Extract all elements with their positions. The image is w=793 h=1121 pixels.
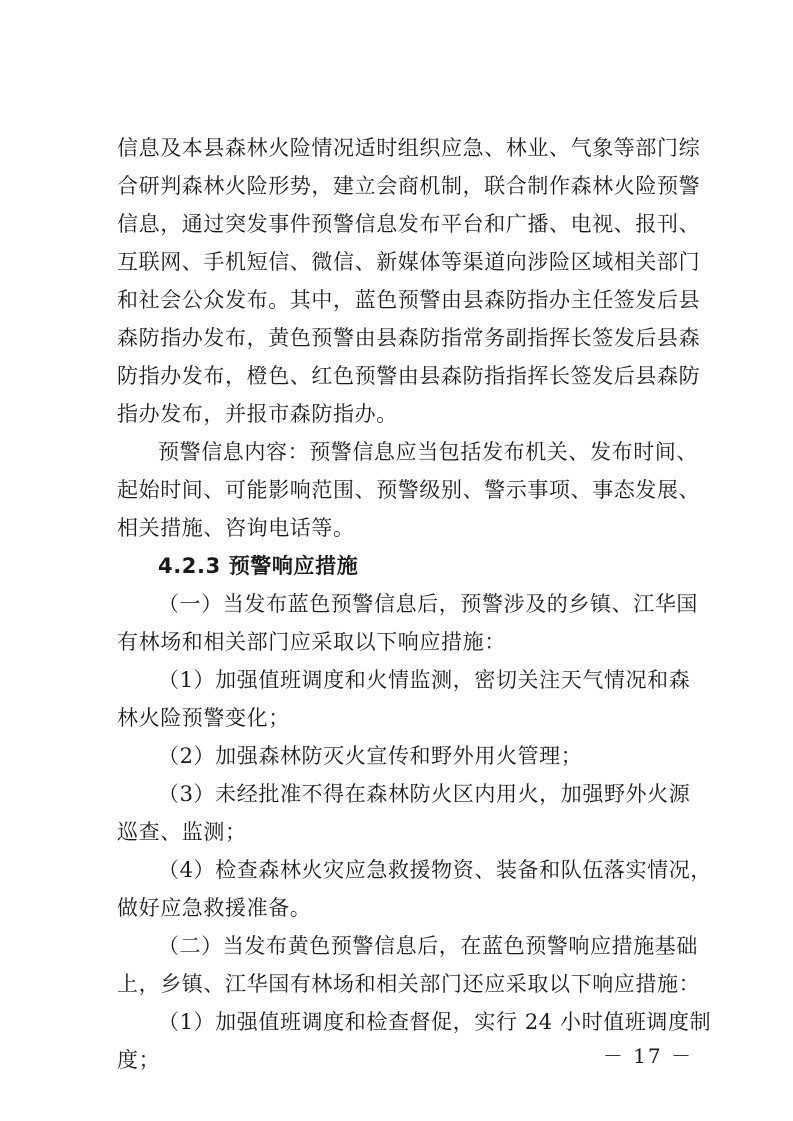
- body-text-line: 防指办发布，橙色、红色预警由县森防指指挥长签发后县森防: [117, 364, 701, 388]
- body-text-line: 信息，通过突发事件预警信息发布平台和广播、电视、报刊、: [117, 212, 701, 236]
- body-text-line: 预警信息内容：预警信息应当包括发布机关、发布时间、: [158, 440, 698, 464]
- body-text-line: 森防指办发布，黄色预警由县森防指常务副指挥长签发后县森: [117, 326, 701, 350]
- body-text-line: 合研判森林火险形势，建立会商机制，联合制作森林火险预警: [117, 174, 701, 198]
- page-number: － 17 －: [602, 1044, 693, 1068]
- body-text-line: 相关措施、咨询电话等。: [117, 516, 355, 540]
- body-text-line: 指办发布，并报市森防指办。: [117, 402, 398, 426]
- body-text-line: 林火险预警变化；: [117, 706, 290, 730]
- body-text-line: （一）当发布蓝色预警信息后，预警涉及的乡镇、江华国: [158, 592, 698, 616]
- body-text-line: 和社会公众发布。其中，蓝色预警由县森防指办主任签发后县: [117, 288, 701, 312]
- body-text-line: （二）当发布黄色预警信息后，在蓝色预警响应措施基础: [158, 934, 698, 958]
- body-text-line: 上，乡镇、江华国有林场和相关部门还应采取以下响应措施：: [117, 972, 701, 996]
- body-text-line: （2）加强森林防灭火宣传和野外用火管理；: [158, 744, 583, 768]
- body-text-line: 巡查、监测；: [117, 820, 247, 844]
- section-heading: 4.2.3 预警响应措施: [158, 554, 359, 578]
- body-text-line: （3）未经批准不得在森林防火区内用火，加强野外火源: [158, 782, 691, 806]
- body-text-line: 有林场和相关部门应采取以下响应措施：: [117, 630, 506, 654]
- body-text-line: 做好应急救援准备。: [117, 896, 312, 920]
- body-text-line: （1）加强值班调度和火情监测，密切关注天气情况和森: [158, 668, 691, 692]
- body-text-line: 起始时间、可能影响范围、预警级别、警示事项、事态发展、: [117, 478, 701, 502]
- body-text-line: 信息及本县森林火险情况适时组织应急、林业、气象等部门综: [117, 136, 701, 160]
- body-text-line: 互联网、手机短信、微信、新媒体等渠道向涉险区域相关部门: [117, 250, 701, 274]
- body-text-line: （1）加强值班调度和检查督促，实行 24 小时值班调度制: [158, 1010, 712, 1034]
- body-text-line: （4）检查森林火灾应急救援物资、装备和队伍落实情况，: [158, 858, 712, 882]
- body-text-line: 度；: [117, 1048, 161, 1072]
